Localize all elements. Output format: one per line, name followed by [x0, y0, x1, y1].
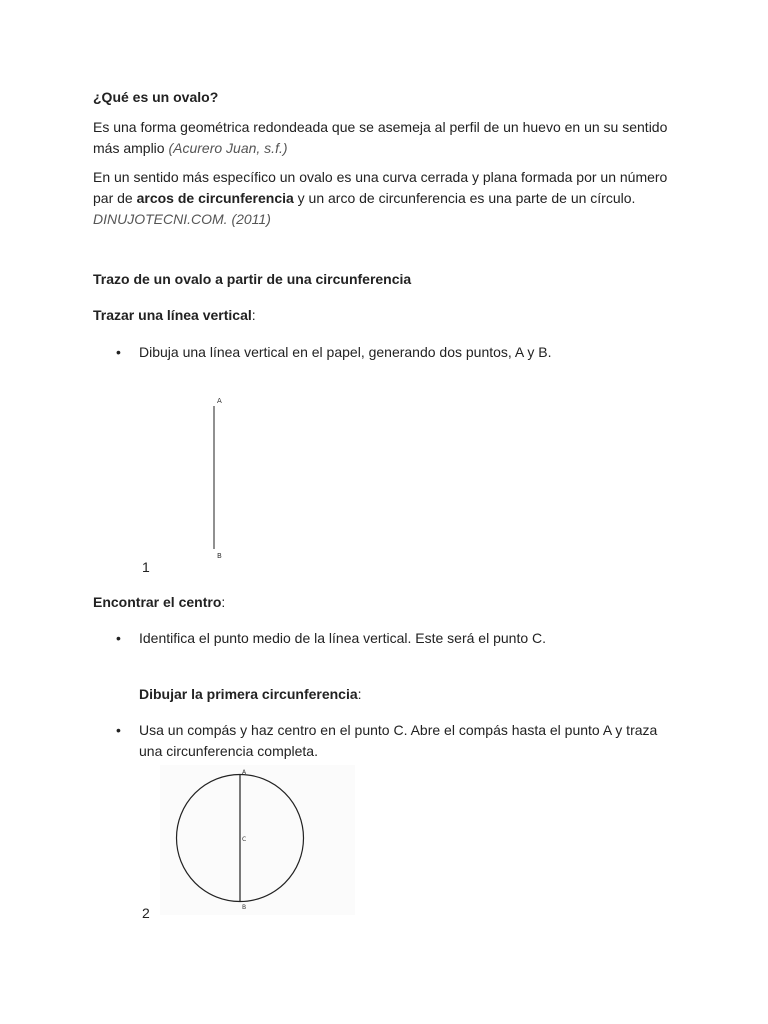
figure-2-number: 2	[142, 905, 150, 921]
definition-paragraph	[93, 117, 683, 159]
definition-citation: (Acurero Juan, s.f.)	[168, 140, 288, 156]
step3-colon: :	[357, 686, 362, 702]
step2-bullet-text: Identifica el punto medio de la línea vertical. Este será el punto C.	[139, 630, 547, 646]
specific-citation: DINUJOTECNI.COM. (2011)	[93, 211, 271, 227]
step1-bullet-text: Dibuja una línea vertical en el papel, generando dos puntos, A y B.	[139, 344, 552, 360]
step3-bullet-text: Usa un compás y haz centro en el punto C. Abre el compás hasta el punto A y traza una circunferencia completa.	[139, 722, 658, 759]
step2-heading	[93, 592, 683, 613]
step1-heading	[93, 305, 683, 326]
step3-heading	[139, 684, 729, 705]
figure-background	[160, 765, 355, 915]
step2-heading-text: Encontrar el centro	[93, 594, 222, 610]
section-title: ¿Qué es un ovalo?	[93, 89, 219, 105]
circle-point-a-label: A	[242, 769, 247, 776]
vertical-line-figure	[190, 390, 250, 565]
step2-colon: :	[221, 594, 226, 610]
step1-bullet-marker: •	[116, 344, 121, 360]
point-a-label: A	[217, 397, 222, 405]
step3-heading-text: Dibujar la primera circunferencia	[139, 686, 358, 702]
step1-heading-text: Trazar una línea vertical	[93, 307, 252, 323]
specific-bold-term: arcos de circunferencia	[136, 190, 294, 206]
specific-definition-paragraph	[93, 167, 683, 230]
step3-bullet-marker: •	[116, 722, 121, 738]
point-b-label: B	[217, 552, 222, 560]
figure-1-number: 1	[142, 559, 150, 575]
circle-point-c-label: C	[242, 836, 247, 843]
definition-text: Es una forma geométrica redondeada que se asemeja al perfil de un huevo en un su sentido más amplio	[93, 119, 668, 156]
step1-colon: :	[251, 307, 256, 323]
procedure-title: Trazo de un ovalo a partir de una circunferencia	[93, 271, 412, 287]
specific-text-b: y un arco de circunferencia es una parte de un círculo.	[293, 190, 636, 206]
specific-text-a: En un sentido más específico un ovalo es una curva cerrada y plana formada por un número par de	[93, 169, 668, 206]
circle-figure	[160, 765, 355, 915]
step2-bullet-marker: •	[116, 630, 121, 646]
circle-point-b-label: B	[242, 904, 247, 911]
